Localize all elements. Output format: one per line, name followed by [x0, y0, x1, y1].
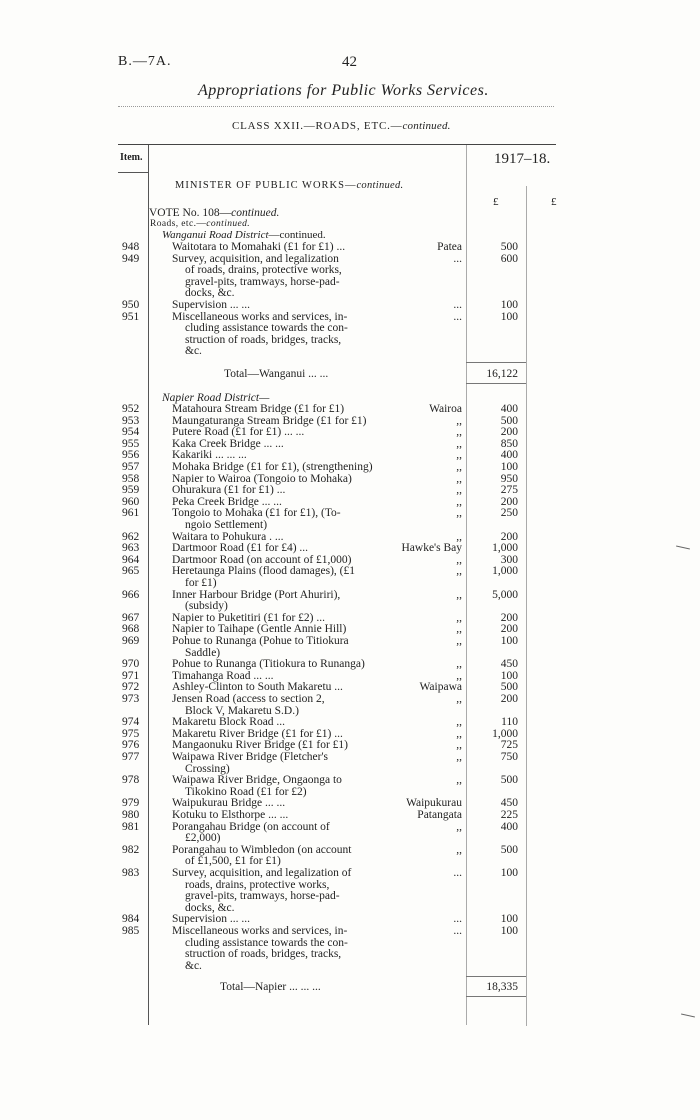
subtotal-rule: [466, 976, 526, 977]
item-number: 956: [122, 449, 140, 462]
amount-value: 200: [500, 611, 518, 624]
description-line: cluding assistance towards the con-: [185, 322, 348, 335]
amount-value: 400: [500, 449, 518, 462]
amount-value: 5,000: [492, 588, 518, 601]
district-name: ,,: [456, 623, 462, 636]
amount-value: 400: [500, 820, 518, 833]
item-number: 948: [122, 241, 140, 253]
page-number: 42: [342, 54, 357, 70]
district-name: Hawke's Bay: [401, 542, 462, 555]
item-description: [172, 404, 378, 416]
description-line: Makaretu River Bridge (£1 for £1) ...: [172, 727, 343, 740]
description-line: £2,000): [185, 832, 221, 845]
item-number: 958: [122, 472, 140, 485]
item-description: [172, 822, 378, 845]
description-line: Block V, Makaretu S.D.): [185, 704, 299, 717]
class-heading: CLASS XXII.—ROADS, ETC.—continued.: [232, 120, 451, 132]
description-line: Putere Road (£1 for £1) ... ...: [172, 426, 305, 439]
amount-value: 1,000: [492, 542, 518, 555]
napier-district-heading: Napier Road District—: [162, 392, 270, 404]
district-name: ...: [453, 299, 462, 311]
description-line: gravel-pits, tramways, horse-pad-: [185, 275, 340, 288]
description-line: (subsidy): [185, 600, 228, 613]
description-line: Napier to Puketitiri (£1 for £2) ...: [172, 611, 325, 624]
subtotal-rule: [466, 996, 526, 997]
description-line: of roads, drains, protective works,: [185, 264, 342, 277]
district-name: ...: [453, 867, 462, 879]
description-line: Supervision ... ...: [172, 299, 250, 311]
description-line: Tikokino Road (£1 for £2): [185, 785, 307, 798]
description-line: Mangaonuku River Bridge (£1 for £1): [172, 739, 348, 752]
description-line: Porangahau to Wimbledon (on account: [172, 843, 352, 856]
amount-value: 300: [500, 553, 518, 566]
subtotal-rule: [466, 383, 526, 384]
district-name: ,,: [456, 635, 462, 647]
item-number: 977: [122, 751, 140, 763]
amount-value: 200: [500, 495, 518, 508]
item-number: 984: [122, 913, 140, 926]
amount-value: 600: [500, 252, 518, 265]
item-number: 957: [122, 461, 140, 473]
district-name: ,,: [456, 553, 462, 566]
table-top-rule: [118, 144, 556, 145]
item-number: 975: [122, 727, 140, 740]
district-name: ,,: [456, 611, 462, 624]
description-line: Supervision ... ...: [172, 913, 250, 926]
item-number: 980: [122, 809, 140, 821]
vote-heading: VOTE No. 108—continued.: [149, 207, 280, 219]
description-line: Porangahau Bridge (on account of: [172, 820, 330, 833]
description-line: Waitara to Pohukura . ...: [172, 530, 284, 543]
amount-value: 850: [500, 437, 518, 450]
district-name: ,,: [456, 820, 462, 833]
item-description: [172, 566, 378, 589]
item-number: 961: [122, 507, 140, 520]
amount-value: 100: [500, 635, 518, 647]
description-line: Miscellaneous works and services, in-: [172, 925, 348, 937]
amount-value: 250: [500, 507, 518, 520]
description-line: Inner Harbour Bridge (Port Ahuriri),: [172, 588, 341, 601]
item-number: 951: [122, 310, 140, 323]
district-name: Patea: [437, 241, 462, 253]
item-header-rule: [118, 172, 148, 173]
total-label: Total—Napier ... ... ...: [220, 981, 321, 994]
pound-sign-column2: £: [551, 196, 557, 208]
amount-value: 100: [500, 461, 518, 473]
amount-value: 100: [500, 310, 518, 323]
description-line: struction of roads, bridges, tracks,: [185, 948, 342, 960]
item-number: 974: [122, 716, 140, 729]
district-name: ,,: [456, 426, 462, 439]
amount-value: 400: [500, 403, 518, 415]
page-title: Appropriations for Public Works Services.: [198, 82, 489, 99]
amount-value: 200: [500, 426, 518, 439]
district-name: ,,: [456, 414, 462, 427]
amount-value: 950: [500, 472, 518, 485]
item-number: 973: [122, 693, 140, 705]
item-description: [172, 590, 378, 613]
margin-mark: [676, 546, 690, 550]
amount-value: 1,000: [492, 727, 518, 740]
district-column-divider: [466, 145, 467, 1025]
description-line: Tongoio to Mohaka (£1 for £1), (To-: [172, 507, 341, 520]
item-description: [172, 462, 378, 474]
amount-value: 500: [500, 774, 518, 787]
item-number: 954: [122, 426, 140, 439]
amount-value: 100: [500, 925, 518, 937]
description-line: Matahoura Stream Bridge (£1 for £1): [172, 403, 345, 415]
item-number: 982: [122, 843, 140, 856]
description-line: Timahanga Road ... ...: [172, 669, 274, 682]
description-line: Makaretu Block Road ...: [172, 716, 286, 729]
description-line: docks, &c.: [185, 901, 235, 914]
district-name: ...: [453, 252, 462, 265]
description-line: Survey, acquisition, and legalization: [172, 252, 339, 265]
amount-value: 100: [500, 867, 518, 879]
description-line: gravel-pits, tramways, horse-pad-: [185, 890, 340, 902]
amount-value: 100: [500, 913, 518, 926]
item-description: [172, 926, 378, 972]
district-name: Waipawa: [419, 681, 462, 694]
description-line: roads, drains, protective works,: [185, 878, 330, 891]
item-number: 966: [122, 588, 140, 601]
document-reference: B.—7A.: [118, 54, 172, 69]
item-description: [172, 752, 378, 775]
subtotal-rule: [466, 362, 526, 363]
item-number: 985: [122, 925, 140, 937]
amount-value: 450: [500, 797, 518, 810]
district-name: ,,: [456, 437, 462, 450]
description-line: Pohue to Runanga (Pohue to Titiokura: [172, 635, 349, 647]
item-number: 965: [122, 565, 140, 578]
item-description: [172, 636, 378, 659]
item-description: [172, 254, 378, 300]
item-number: 971: [122, 669, 140, 682]
item-description: [172, 300, 378, 312]
total-amount: 16,122: [486, 368, 518, 380]
amount-value: 100: [500, 299, 518, 311]
item-description: [172, 717, 378, 729]
description-line: Dartmoor Road (£1 for £4) ...: [172, 542, 309, 555]
item-number: 972: [122, 681, 140, 694]
item-number: 983: [122, 867, 140, 879]
description-line: Peka Creek Bridge ... ...: [172, 495, 282, 508]
district-name: ...: [453, 925, 462, 937]
amount-value: 500: [500, 843, 518, 856]
item-number: 962: [122, 530, 140, 543]
description-line: Maungaturanga Stream Bridge (£1 for £1): [172, 414, 367, 427]
amount-value: 500: [500, 414, 518, 427]
item-description: [172, 543, 378, 555]
item-number: 963: [122, 542, 140, 555]
item-description: [172, 810, 378, 822]
description-line: Napier to Taihape (Gentle Annie Hill): [172, 623, 347, 636]
district-name: ,,: [456, 658, 462, 671]
ministry-heading: MINISTER OF PUBLIC WORKS—continued.: [175, 180, 404, 191]
item-number: 964: [122, 553, 140, 566]
item-number: 978: [122, 774, 140, 787]
item-description: [172, 659, 378, 671]
amount-value: 200: [500, 693, 518, 705]
description-line: struction of roads, bridges, tracks,: [185, 333, 342, 346]
description-line: Jensen Road (access to section 2,: [172, 693, 325, 705]
item-number: 959: [122, 484, 140, 497]
item-description: [172, 694, 378, 717]
description-line: Saddle): [185, 646, 221, 659]
description-line: Crossing): [185, 762, 230, 775]
district-name: ,,: [456, 565, 462, 578]
total-label: Total—Wanganui ... ...: [224, 368, 329, 380]
item-description: [172, 242, 378, 254]
item-description: [172, 508, 378, 531]
district-name: ,,: [456, 495, 462, 508]
description-line: Ohurakura (£1 for £1) ...: [172, 484, 286, 497]
amount-value: 450: [500, 658, 518, 671]
description-line: for £1): [185, 576, 217, 589]
amount-value: 1,000: [492, 565, 518, 578]
amount-value: 500: [500, 241, 518, 253]
description-line: &c.: [185, 345, 202, 358]
description-line: Napier to Wairoa (Tongoio to Mohaka): [172, 472, 352, 485]
description-line: Waipukurau Bridge ... ...: [172, 797, 286, 810]
district-name: ,,: [456, 507, 462, 520]
district-name: ,,: [456, 588, 462, 601]
amount-column-divider: [526, 186, 527, 1026]
amount-value: 200: [500, 530, 518, 543]
item-number: 979: [122, 797, 140, 810]
item-column-divider: [148, 145, 149, 1025]
district-name: ,,: [456, 693, 462, 705]
roads-heading: Roads, etc.—continued.: [150, 219, 251, 229]
district-name: ,,: [456, 751, 462, 763]
district-name: ,,: [456, 484, 462, 497]
amount-value: 750: [500, 751, 518, 763]
description-line: Pohue to Runanga (Titiokura to Runanga): [172, 658, 365, 671]
district-name: ,,: [456, 739, 462, 752]
description-line: cluding assistance towards the con-: [185, 936, 348, 949]
description-line: Mohaka Bridge (£1 for £1), (strengthening): [172, 461, 373, 473]
district-name: ,,: [456, 716, 462, 729]
description-line: Kaka Creek Bridge ... ...: [172, 437, 284, 450]
description-line: Waitotara to Momahaki (£1 for £1) ...: [172, 241, 346, 253]
amount-value: 725: [500, 739, 518, 752]
total-amount: 18,335: [486, 981, 518, 994]
description-line: Ashley-Clinton to South Makaretu ...: [172, 681, 343, 694]
item-number: 960: [122, 495, 140, 508]
district-name: ,,: [456, 530, 462, 543]
description-line: ngoio Settlement): [185, 518, 268, 531]
district-name: ,,: [456, 727, 462, 740]
amount-value: 275: [500, 484, 518, 497]
amount-value: 100: [500, 669, 518, 682]
district-name: ,,: [456, 461, 462, 473]
district-name: ,,: [456, 669, 462, 682]
district-name: Patangata: [417, 809, 462, 821]
description-line: Survey, acquisition, and legalization of: [172, 867, 352, 879]
description-line: Waipawa River Bridge, Ongaonga to: [172, 774, 342, 787]
item-description: [172, 775, 378, 798]
item-description: [172, 845, 378, 868]
description-line: &c.: [185, 959, 202, 972]
item-description: [172, 485, 378, 497]
item-column-header: Item.: [120, 152, 143, 163]
item-number: 981: [122, 820, 140, 833]
item-number: 969: [122, 635, 140, 647]
item-number: 967: [122, 611, 140, 624]
item-number: 976: [122, 739, 140, 752]
description-line: Waipawa River Bridge (Fletcher's: [172, 751, 329, 763]
description-line: Heretaunga Plains (flood damages), (£1: [172, 565, 355, 578]
district-name: ,,: [456, 843, 462, 856]
item-description: [172, 312, 378, 358]
item-number: 968: [122, 623, 140, 636]
pound-sign-column1: £: [493, 196, 499, 208]
description-line: of £1,500, £1 for £1): [185, 855, 281, 868]
wanganui-district-heading: Wanganui Road District—continued.: [162, 229, 326, 241]
description-line: docks, &c.: [185, 287, 235, 300]
district-name: ,,: [456, 774, 462, 787]
district-name: Wairoa: [429, 403, 462, 415]
item-description: [172, 427, 378, 439]
amount-value: 200: [500, 623, 518, 636]
district-name: Waipukurau: [406, 797, 462, 810]
amount-value: 500: [500, 681, 518, 694]
description-line: Miscellaneous works and services, in-: [172, 310, 348, 323]
item-number: 952: [122, 403, 140, 415]
district-name: ...: [453, 310, 462, 323]
item-number: 953: [122, 414, 140, 427]
header-divider: [118, 106, 554, 107]
item-number: 949: [122, 252, 140, 265]
description-line: Dartmoor Road (on account of £1,000): [172, 553, 352, 566]
margin-mark: [681, 1014, 695, 1018]
district-name: ,,: [456, 449, 462, 462]
description-line: Kotuku to Elsthorpe ... ...: [172, 809, 289, 821]
description-line: Kakariki ... ... ...: [172, 449, 247, 462]
amount-value: 225: [500, 809, 518, 821]
item-description: [172, 868, 378, 914]
item-number: 970: [122, 658, 140, 671]
amount-value: 110: [501, 716, 518, 729]
item-number: 955: [122, 437, 140, 450]
district-name: ...: [453, 913, 462, 926]
year-column-header: 1917–18.: [494, 151, 551, 167]
district-name: ,,: [456, 472, 462, 485]
item-number: 950: [122, 299, 140, 311]
